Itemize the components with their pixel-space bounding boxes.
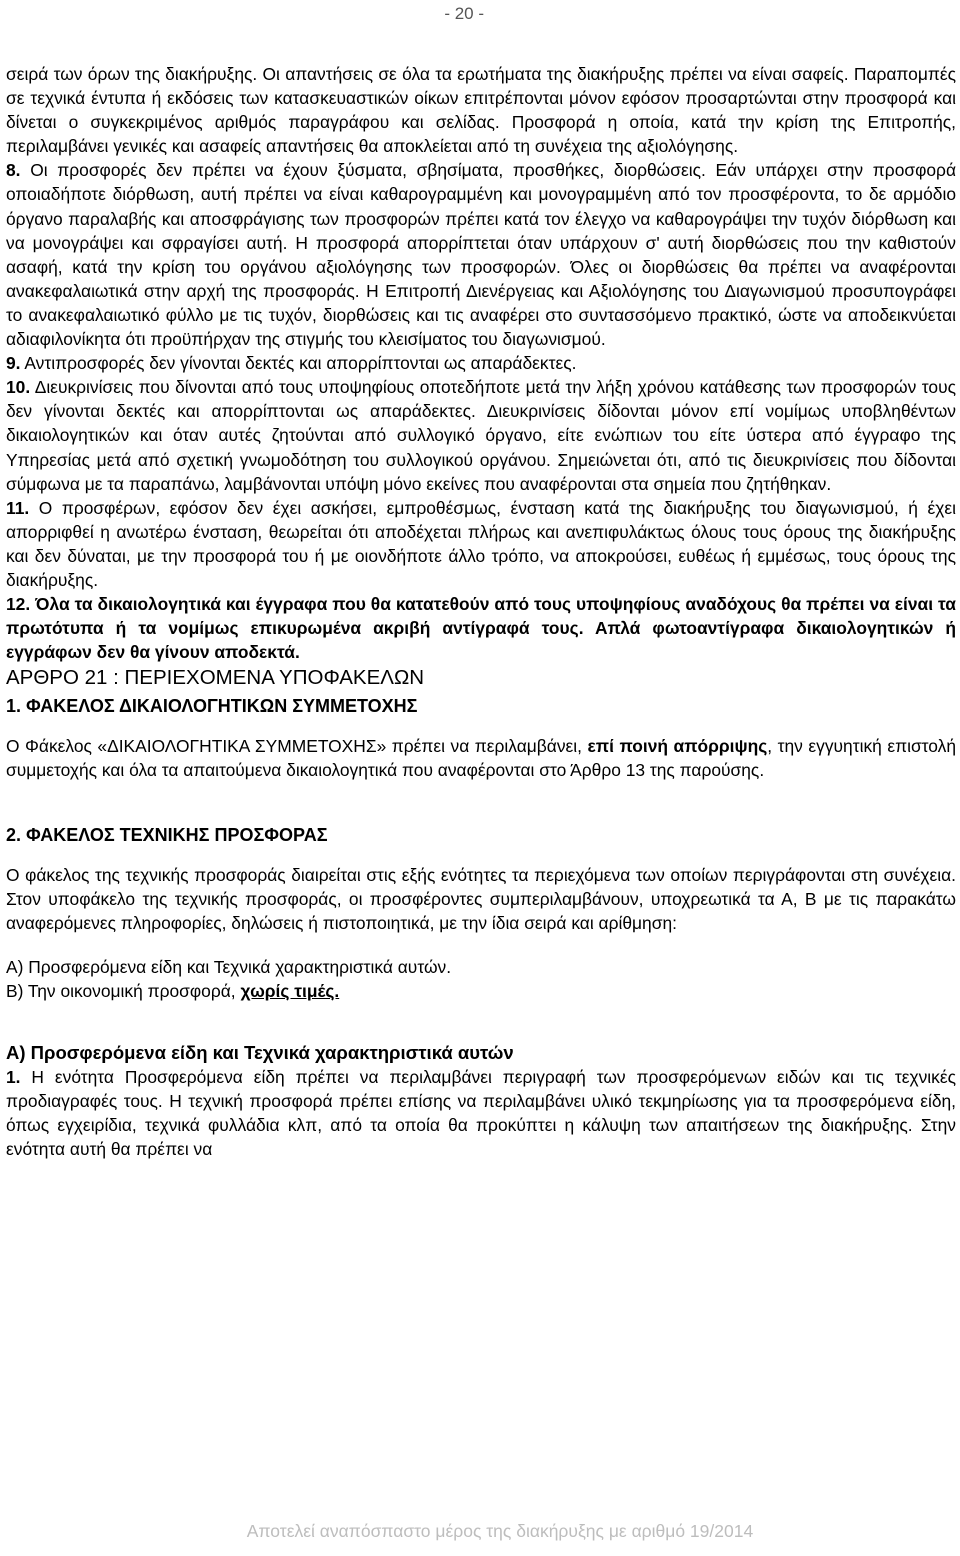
section-a-item-1 <box>6 1065 956 1161</box>
item-12-number: 12. <box>6 594 31 615</box>
section-2-heading: 2. ΦΑΚΕΛΟΣ ΤΕΧΝΙΚΗΣ ΠΡΟΣΦΟΡΑΣ <box>6 824 328 845</box>
item-11 <box>6 496 956 592</box>
item-12 <box>6 592 956 664</box>
page-footer: Αποτελεί αναπόσπαστο μέρος της διακήρυξης με αριθμό 19/2014 <box>246 1521 754 1541</box>
item-9-number: 9. <box>6 353 21 374</box>
section-2-list-b-text: Β) Την οικονομική προσφορά, <box>6 980 241 1001</box>
section-a-item-1-text: Η ενότητα Προσφερόμενα είδη πρέπει να περιλαμβάνει περιγραφή των προσφερόμενων ειδών και τις τεχνικές προδιαγραφές τους. Η τεχνική προσφορά πρέπει επίσης να περιλαμβάνει υλικό τεκμηρίωσης για τα προσφερόμενα είδη, όπως εγχειρίδια, τεχνικά φυλλάδια κλπ, από τα οποία θα προκύπτει η κάλυψη των απαιτήσεων της διακήρυξης. Στην ενότητα αυτή θα πρέπει να <box>6 1067 956 1160</box>
section-1-text <box>6 734 956 782</box>
item-9-text: Αντιπροσφορές δεν γίνονται δεκτές και απορρίπτονται ως απαράδεκτες. <box>20 353 577 374</box>
item-12-text: Όλα τα δικαιολογητικά και έγγραφα που θα κατατεθούν από τους υποψηφίους αναδόχους θα πρέπει να είναι τα πρωτότυπα ή τα νομίμως επικυρωμένα ακριβή αντίγραφά τους. Απλά φωτοαντίγραφα δικαιολογητικών ή εγγράφων δεν θα γίνουν αποδεκτά. <box>6 594 956 663</box>
document-body <box>6 62 956 1161</box>
section-2-list-a: Α) Προσφερόμενα είδη και Τεχνικά χαρακτηριστικά αυτών. <box>6 956 452 977</box>
page-number: - 20 - <box>444 4 484 23</box>
item-8-text: Οι προσφορές δεν πρέπει να έχουν ξύσματα, σβησίματα, προσθήκες, διορθώσεις. Εάν υπάρχει στην προσφορά οποιαδήποτε διόρθωση, αυτή πρέπει να είναι καθαρογραμμένη και μονογραμμένη από τον προσφέροντα, το δε αρμόδιο όργανο παραλαβής και αποσφράγισης των προσφορών πρέπει κατά τον έλεγχο να καθαρογράψει την τυχόν διόρθωση και να μονογράψει και σφραγίσει αυτή. Η προσφορά απορρίπτεται όταν υπάρχουν σ' αυτή διορθώσεις που την καθιστούν ασαφή, κατά την κρίση του οργάνου αξιολόγησης των προσφορών. Όλες οι διορθώσεις θα πρέπει να αναφέρονται ανακεφαλαιωτικά στην αρχή της προσφοράς. Η Επιτροπή Διενέργειας και Αξιολόγησης του Διαγωνισμού προσυπογράφει το ανακεφαλαιωτικό φύλλο με τις τυχόν, διορθώσεις και τις αναφέρει στο συντασσόμενο πρακτικό, ώστε να αποδεικνύεται αδιαφιλονίκητα ότι προϋπήρχαν της στιγμής του κλεισίματος του διαγωνισμού. <box>6 160 956 350</box>
section-a-item-1-number: 1. <box>6 1067 21 1088</box>
section-2-list-b <box>6 979 956 1003</box>
section-1-text-a: Ο Φάκελος «ΔΙΚΑΙΟΛΟΓΗΤΙΚΑ ΣΥΜΜΕΤΟΧΗΣ» πρέπει να περιλαμβάνει, <box>6 736 588 757</box>
item-9 <box>6 351 956 375</box>
section-a-heading: Α) Προσφερόμενα είδη και Τεχνικά χαρακτηριστικά αυτών <box>6 1042 514 1063</box>
item-10 <box>6 375 956 495</box>
item-10-text: Διευκρινίσεις που δίνονται από τους υποψηφίους οποτεδήποτε μετά την λήξη χρόνου κατάθεσης των προσφορών τους δεν γίνονται δεκτές και απορρίπτονται ως απαράδεκτες. Διευκρινίσεις δίδονται μόνον επί νομίμως υποβληθέντων δικαιολογητικών και όταν αυτές ζητούνται από συλλογικό όργανο, είτε ενώπιων του είτε ύστερα από έγγραφο της Υπηρεσίας μετά από σχετική γνωμοδότηση του συλλογικού οργάνου. Σημειώνεται ότι, από τις διευκρινίσεις που δίδονται σύμφωνα με τα παραπάνω, λαμβάνονται υπόψη μόνο εκείνες που αναφέρονται στα σημεία που ζητήθηκαν. <box>6 377 956 494</box>
item-11-number: 11. <box>6 497 30 518</box>
section-1-heading: 1. ΦΑΚΕΛΟΣ ΔΙΚΑΙΟΛΟΓΗΤΙΚΩΝ ΣΥΜΜΕΤΟΧΗΣ <box>6 696 418 717</box>
section-2-text: Ο φάκελος της τεχνικής προσφοράς διαιρείται στις εξής ενότητες τα περιεχόμενα των οποίων περιγράφονται στη συνέχεια. Στον υποφάκελο της τεχνικής προσφοράς, οι προσφέροντες συμπεριλαμβάνουν, υποχρεωτικά τα Α, Β με τις παρακάτω αναφερόμενες πληροφορίες, δηλώσεις ή πιστοποιητικά, με την ίδια σειρά και αρίθμηση: <box>6 864 956 933</box>
article-title: ΑΡΘΡΟ 21 : ΠΕΡΙΕΧΟΜΕΝΑ ΥΠΟΦΑΚΕΛΩΝ <box>6 666 425 690</box>
item-11-text: Ο προσφέρων, εφόσον δεν έχει ασκήσει, εμπροθέσμως, ένσταση κατά της διακήρυξης του διαγωνισμού, ή έχει απορριφθεί η ανωτέρω ένσταση, θεωρείται ότι αποδέχεται πλήρως και ανεπιφυλάκτως όλους τους όρους της διακήρυξης και δεν δύναται, με την προσφορά του ή με οιονδήποτε άλλο τρόπο, να αποκρούσει, ευθέως ή εμμέσως, τους όρους της διακήρυξης. <box>6 497 956 590</box>
item-8 <box>6 158 956 351</box>
section-1-text-c: , την εγγυητική επιστολή συμμετοχής και όλα τα απαιτούμενα δικαιολογητικά που αναφέρονται στο Άρθρο 13 της παρούσης. <box>6 736 957 781</box>
item-8-number: 8. <box>6 160 21 181</box>
section-1-emphasis: επί ποινή απόρριψης <box>587 736 768 757</box>
item-10-number: 10. <box>6 377 31 398</box>
section-2-list-b-emphasis: χωρίς τιμές. <box>240 980 340 1001</box>
paragraph-intro: σειρά των όρων της διακήρυξης. Οι απαντήσεις σε όλα τα ερωτήματα της διακήρυξης πρέπει να είναι σαφείς. Παραπομπές σε τεχνικά έντυπα ή εκδόσεις των κατασκευαστικών οίκων επιτρέπονται μόνον εφόσον προσαρτώνται στην προσφορά και δίνεται ο συγκεκριμένος αριθμός παραγράφου και σελίδας. Προσφορά η οποία, κατά την κρίση της Επιτροπής, περιλαμβάνει γενικές και ασαφείς απαντήσεις θα αποκλείεται από τη συνέχεια της αξιολόγησης. <box>6 64 956 157</box>
